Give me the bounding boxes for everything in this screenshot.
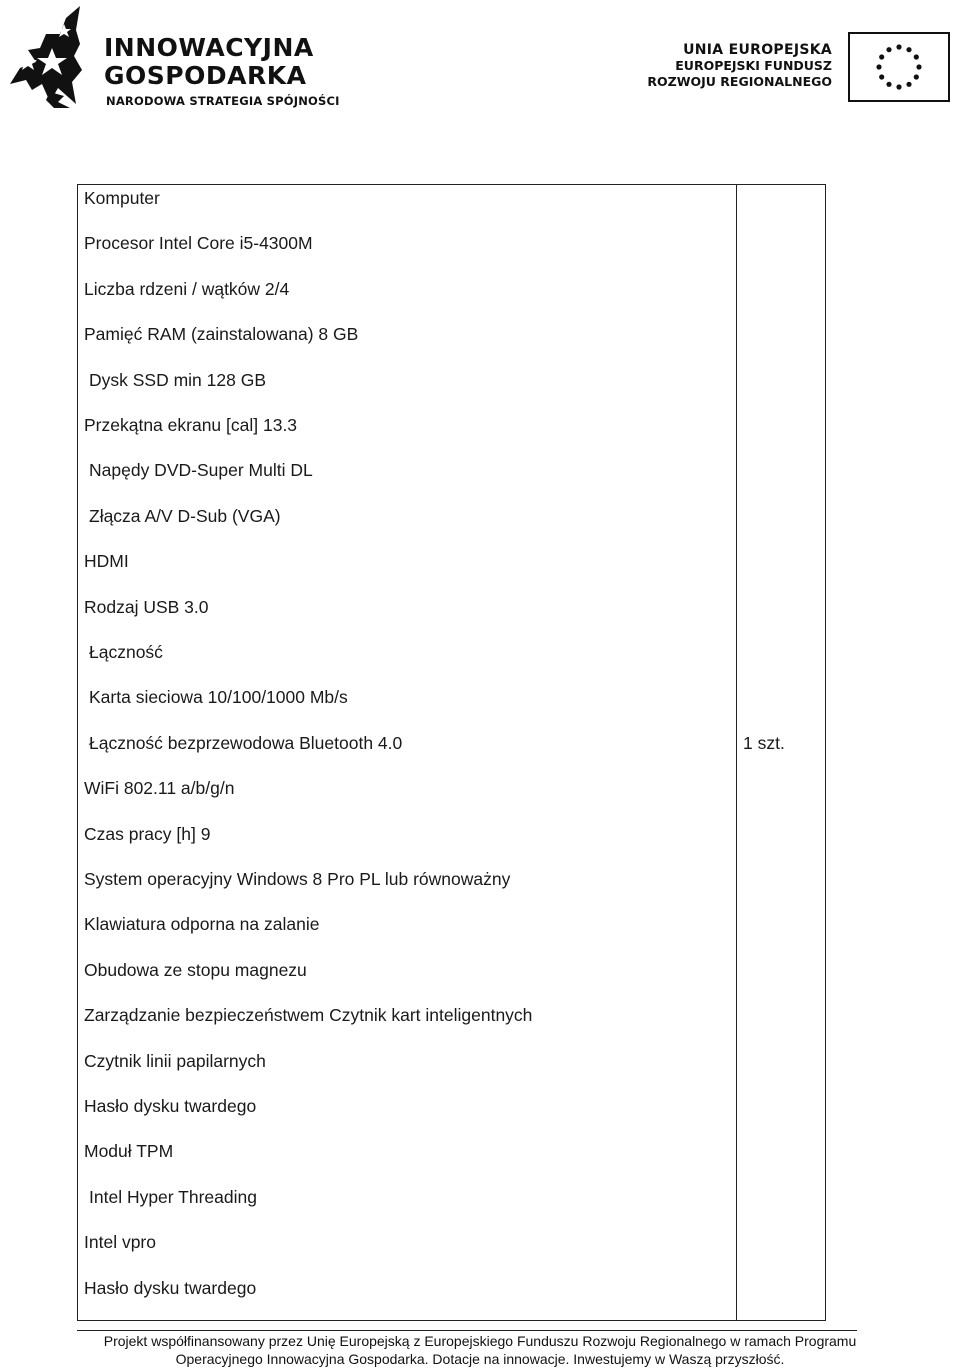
innowacyjna-gospodarka-logo <box>6 4 346 112</box>
eu-logo-text <box>647 42 832 90</box>
logo-title-line2: GOSPODARKA <box>104 61 307 90</box>
spec-item: Napędy DVD-Super Multi DL <box>89 460 313 480</box>
spec-item: Łączność bezprzewodowa Bluetooth 4.0 <box>89 733 403 753</box>
footer-line1: Projekt współfinansowany przez Unię Europejską z Europejskiego Funduszu Rozwoju Regionalnego w ramach Programu <box>103 1333 857 1349</box>
footer-divider <box>77 1330 857 1331</box>
spec-item: Dysk SSD min 128 GB <box>89 370 266 390</box>
spec-item: Procesor Intel Core i5-4300M <box>84 233 313 253</box>
quantity-cell: 1 szt. <box>743 733 785 753</box>
spec-item: Pamięć RAM (zainstalowana) 8 GB <box>84 324 359 344</box>
column-divider <box>736 185 737 1320</box>
spec-item: Karta sieciowa 10/100/1000 Mb/s <box>89 687 348 707</box>
eu-flag-icon <box>848 32 950 102</box>
spec-item: Łączność <box>89 642 163 662</box>
spec-item: Przekątna ekranu [cal] 13.3 <box>84 415 298 435</box>
logo-subtitle: NARODOWA STRATEGIA SPÓJNOŚCI <box>106 94 340 108</box>
spec-item: Złącza A/V D-Sub (VGA) <box>89 506 281 526</box>
spec-item: HDMI <box>84 551 129 571</box>
logo-title <box>104 34 314 90</box>
logo-title-line1: INNOWACYJNA <box>104 33 314 62</box>
spec-item: Klawiatura odporna na zalanie <box>84 914 320 934</box>
spec-item: Intel Hyper Threading <box>89 1187 257 1207</box>
spec-item: Zarządzanie bezpieczeństwem Czytnik kart inteligentnych <box>84 1005 533 1025</box>
spec-item: WiFi 802.11 a/b/g/n <box>84 778 235 798</box>
spec-item: Liczba rdzeni / wątków 2/4 <box>84 279 290 299</box>
spec-item: Czytnik linii papilarnych <box>84 1051 266 1071</box>
eu-logo-line3: ROZWOJU REGIONALNEGO <box>647 74 832 89</box>
spec-item: Obudowa ze stopu magnezu <box>84 960 307 980</box>
spec-item: Komputer <box>84 188 160 208</box>
spec-item: Hasło dysku twardego <box>84 1096 257 1116</box>
star-emblem-icon <box>6 4 98 112</box>
specification-table <box>77 184 826 1321</box>
eu-stars-icon <box>850 34 948 100</box>
spec-item: Moduł TPM <box>84 1141 174 1161</box>
footer-line2: Operacyjnego Innowacyjna Gospodarka. Dotacje na innowacje. Inwestujemy w Waszą przyszłość. <box>175 1351 785 1367</box>
spec-item: Czas pracy [h] 9 <box>84 824 211 844</box>
spec-item: Rodzaj USB 3.0 <box>84 597 209 617</box>
footer <box>0 1332 960 1368</box>
eu-logo-line1: UNIA EUROPEJSKA <box>683 42 832 58</box>
spec-item: System operacyjny Windows 8 Pro PL lub równoważny <box>84 869 511 889</box>
spec-item: Intel vpro <box>84 1232 156 1252</box>
eu-logo-line2: EUROPEJSKI FUNDUSZ <box>675 58 832 73</box>
spec-item: Hasło dysku twardego <box>84 1278 257 1298</box>
eu-logo <box>640 32 952 104</box>
